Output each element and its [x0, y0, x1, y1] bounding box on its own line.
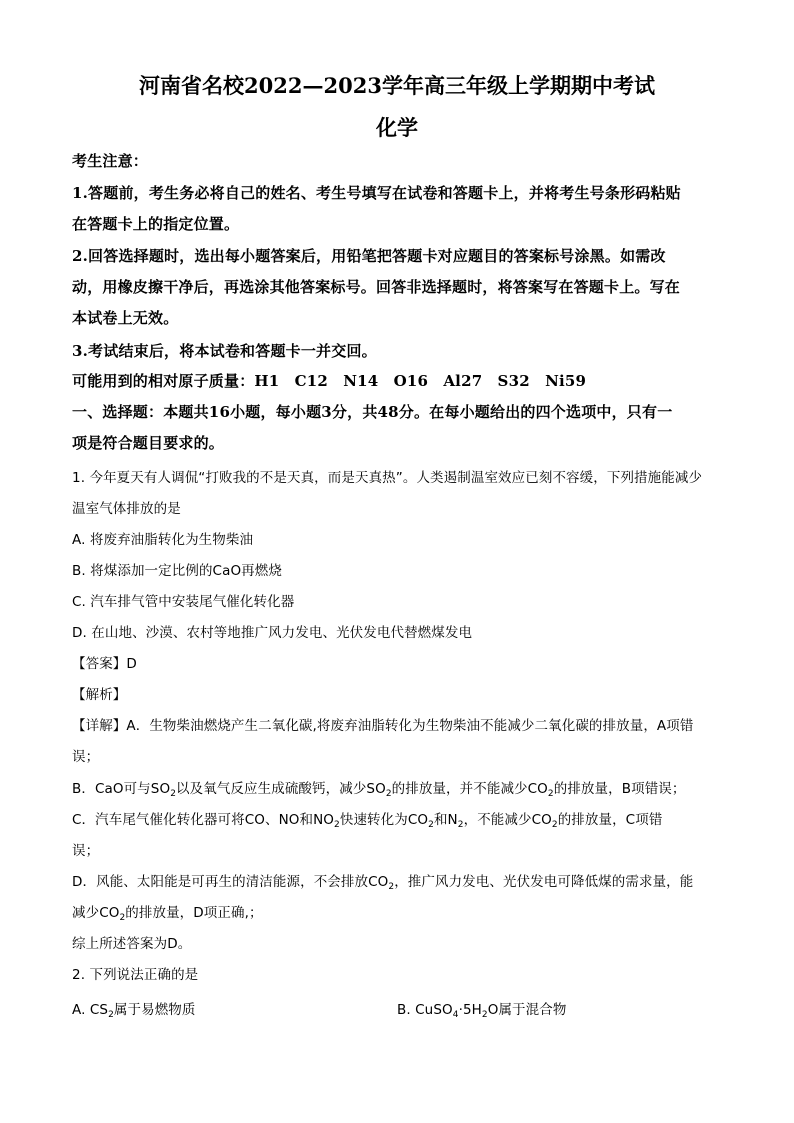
text-segment: B. CuSO	[397, 1002, 453, 1018]
text-segment: D．风能、太阳能是可再生的清洁能源，不会排放CO	[72, 874, 389, 890]
q2-options-row-1	[72, 998, 732, 1018]
text-segment: 的排放量，B项错误；	[553, 781, 686, 797]
section-1-line-1: 一、选择题：本题共16小题，每小题3分，共48分。在每小题给出的四个选项中，只有一	[72, 403, 673, 421]
q1-option-a: A. 将废弃油脂转化为生物柴油	[72, 532, 254, 548]
text-segment: ，推广风力发电、光伏发电可降低煤的需求量，能	[394, 874, 694, 890]
atomic-masses: 可能用到的相对原子质量：H1 C12 N14 O16 Al27 S32 Ni59	[72, 372, 587, 390]
text-segment: 属于易燃物质	[113, 1002, 196, 1018]
subscript: 4	[452, 1010, 459, 1018]
q1-option-c: C. 汽车排气管中安装尾气催化转化器	[72, 594, 295, 610]
text-segment: O属于混合物	[487, 1002, 567, 1018]
q1-analysis-label: 【解析】	[72, 687, 127, 703]
text-segment: 和N	[433, 812, 458, 828]
subscript: 2	[385, 789, 392, 797]
text-segment: 的排放量，C项错	[557, 812, 663, 828]
q1-detail-a-line-1: 【详解】A．生物柴油燃烧产生二氧化碳,将废弃油脂转化为生物柴油不能减少二氧化碳的排放量，A项错	[72, 718, 694, 734]
notice-heading: 考生注意：	[72, 152, 149, 170]
text-segment: C．汽车尾气催化转化器可将CO、NO和NO	[72, 812, 335, 828]
subscript: 2	[481, 1010, 488, 1018]
text-segment: 的排放量，D项正确,；	[125, 905, 263, 921]
text-segment: 以及氧气反应生成硫酸钙，减少SO	[176, 781, 386, 797]
text-segment: 减少CO	[72, 905, 120, 921]
q2-option-a	[72, 1002, 196, 1018]
q1-detail-b	[72, 777, 732, 797]
subscript: 2	[334, 820, 340, 828]
q1-answer: 【答案】D	[72, 656, 137, 672]
q1-detail-a-line-2: 误；	[72, 749, 100, 765]
exam-title: 河南省名校2022—2023学年高三年级上学期期中考试	[139, 73, 655, 98]
q1-summary: 综上所述答案为D。	[72, 936, 192, 952]
subscript: 2	[428, 820, 434, 828]
text-segment: A. CS	[72, 1002, 109, 1018]
section-1-line-2: 项是符合题目要求的。	[72, 434, 225, 452]
subject-title: 化学	[376, 115, 418, 140]
subscript: 2	[388, 882, 395, 890]
notice-item-1-line-1: 1.答题前，考生务必将自己的姓名、考生号填写在试卷和答题卡上，并将考生号条形码粘贴	[72, 184, 681, 202]
notice-item-1-line-2: 在答题卡上的指定位置。	[72, 215, 240, 233]
q1-stem-line-1: 1. 今年夏天有人调侃“打败我的不是天真，而是天真热”。人类遏制温室效应已刻不容缓，下列措施能减少	[72, 470, 703, 486]
q1-option-d: D. 在山地、沙漠、农村等地推广风力发电、光伏发电代替燃煤发电	[72, 625, 473, 641]
subscript: 2	[108, 1010, 114, 1018]
q1-option-b: B. 将煤添加一定比例的CaO再燃烧	[72, 563, 282, 579]
subscript: 2	[551, 820, 558, 828]
q1-stem-line-2: 温室气体排放的是	[72, 501, 181, 517]
subscript: 2	[547, 789, 554, 797]
notice-item-2-line-2: 动，用橡皮擦干净后，再选涂其他答案标号。回答非选择题时，将答案写在答题卡上。写在	[72, 278, 681, 296]
q1-detail-c-line-2: 误；	[72, 843, 100, 859]
q1-detail-d-line-1	[72, 870, 732, 890]
text-segment: 的排放量，并不能减少CO	[391, 781, 548, 797]
subscript: 2	[119, 913, 126, 921]
q2-option-b	[397, 998, 566, 1018]
text-segment: ·5H	[458, 1002, 482, 1018]
notice-item-2-line-3: 本试卷上无效。	[72, 309, 179, 327]
notice-item-2-line-1: 2.回答选择题时，选出每小题答案后，用铅笔把答题卡对应题目的答案标号涂黑。如需改	[72, 247, 666, 265]
q2-stem: 2. 下列说法正确的是	[72, 967, 199, 983]
q1-detail-c-line-1	[72, 808, 732, 828]
notice-item-3: 3.考试结束后，将本试卷和答题卡一并交回。	[72, 342, 377, 360]
q1-detail-d-line-2	[72, 901, 732, 921]
subscript: 2	[457, 820, 464, 828]
text-segment: 快速转化为CO	[339, 812, 429, 828]
subscript: 2	[170, 789, 177, 797]
text-segment: B．CaO可与SO	[72, 781, 171, 797]
text-segment: ，不能减少CO	[463, 812, 552, 828]
